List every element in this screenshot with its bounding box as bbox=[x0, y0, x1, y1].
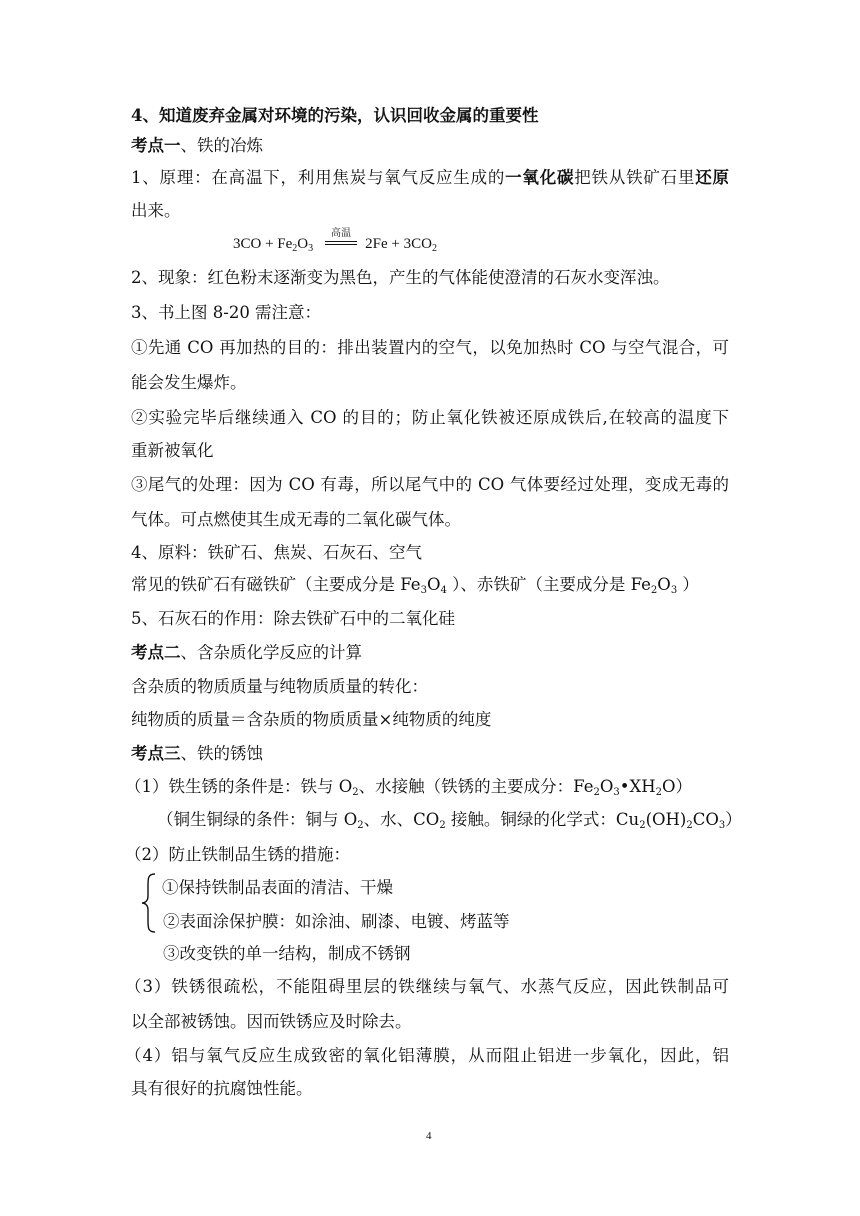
prevention-heading: （2）防止铁制品生锈的措施： bbox=[125, 845, 350, 864]
note-1-line-1: ①先通 CO 再加热的目的：排出装置内的空气，以免加热时 CO 与空气混合，可 bbox=[131, 338, 729, 357]
point-three-title: 、铁的锈蚀 bbox=[180, 744, 263, 763]
measure-3: ③改变铁的单一结构，制成不锈钢 bbox=[163, 944, 411, 963]
section-heading: 4、知道废弃金属对环境的污染，认识回收金属的重要性 bbox=[131, 106, 539, 125]
impurity-line-2: 纯物质的质量＝含杂质的物质质量×纯物质的纯度 bbox=[131, 710, 492, 729]
point-two-label: 考点二 bbox=[131, 643, 181, 662]
equation-left: $3CO + Fe_2O_3$ bbox=[233, 236, 314, 254]
notes-heading: 3、书上图 8-20 需注意： bbox=[131, 303, 322, 322]
principle-co-bold: 一氧化碳 bbox=[505, 168, 575, 187]
impurity-line-1: 含杂质的物质质量与纯物质质量的转化： bbox=[131, 677, 428, 696]
point-one-heading bbox=[131, 136, 263, 156]
iron-ore-line: 常见的铁矿石有磁铁矿（主要成分是 $Fe_3O_4$ ）、赤铁矿（主要成分是 $Fe_2O_3$ ） bbox=[131, 575, 699, 596]
equation-condition-text: 高温 bbox=[331, 228, 351, 239]
equation-right: $2Fe + 3CO_2$ bbox=[365, 236, 437, 254]
note-1-line-2: 能会发生爆炸。 bbox=[131, 373, 247, 392]
page-number: 4 bbox=[426, 1130, 432, 1142]
point-three-heading bbox=[131, 744, 263, 764]
principle-reduce-bold: 还原 bbox=[695, 168, 730, 187]
rust-loose-line-2: 以全部被锈蚀。因而铁锈应及时除去。 bbox=[131, 1012, 412, 1031]
principle-text-a: 1、原理：在高温下，利用焦炭与氧气反应生成的 bbox=[131, 168, 506, 187]
limestone-line: 5、石灰石的作用：除去铁矿石中的二氧化硅 bbox=[131, 609, 455, 628]
copper-rust-line: （铜生铜绿的条件：铜与 $O_2$、水、$CO_2$ 接触。铜绿的化学式：$Cu_2(OH)_2CO_3$） bbox=[157, 810, 742, 831]
point-one-title: 、铁的冶炼 bbox=[180, 136, 263, 155]
principle-line-1 bbox=[131, 168, 729, 188]
point-two-title: 、含杂质化学反应的计算 bbox=[180, 643, 362, 662]
point-three-label: 考点三 bbox=[131, 744, 181, 763]
aluminum-line-1: （4）铝与氧气反应生成致密的氧化铝薄膜，从而阻止铝进一步氧化，因此，铝 bbox=[125, 1046, 729, 1065]
note-3-line-2: 气体。可点燃使其生成无毒的二氧化碳气体。 bbox=[131, 510, 461, 529]
measure-2: ②表面涂保护膜：如涂油、刷漆、电镀、烤蓝等 bbox=[163, 912, 510, 931]
measure-1: ①保持铁制品表面的清洁、干燥 bbox=[162, 878, 393, 897]
rust-loose-line-1: （3）铁锈很疏松，不能阻碍里层的铁继续与氧气、水蒸气反应，因此铁制品可 bbox=[125, 977, 729, 996]
point-two-heading bbox=[131, 643, 362, 663]
point-one-label: 考点一 bbox=[131, 136, 181, 155]
note-2-line-2: 重新被氧化 bbox=[131, 441, 214, 460]
left-brace-icon bbox=[139, 872, 159, 934]
note-3-line-1: ③尾气的处理：因为 CO 有毒，所以尾气中的 CO 气体要经过处理，变成无毒的 bbox=[131, 475, 729, 494]
principle-line-2: 出来。 bbox=[131, 201, 181, 220]
phenomenon-line: 2、现象：红色粉末逐渐变为黑色，产生的气体能使澄清的石灰水变浑浊。 bbox=[131, 268, 670, 287]
principle-text-c: 把铁从铁矿石里 bbox=[574, 168, 696, 187]
aluminum-line-2: 具有很好的抗腐蚀性能。 bbox=[131, 1079, 313, 1098]
rust-condition-line: （1）铁生锈的条件是：铁与 $O_2$、水接触（铁锈的主要成分：$Fe_2O_3•XH_2O$） bbox=[125, 777, 693, 798]
equation-condition bbox=[325, 228, 357, 245]
materials-line: 4、原料：铁矿石、焦炭、石灰石、空气 bbox=[131, 543, 422, 562]
note-2-line-1: ②实验完毕后继续通入 CO 的目的；防止氧化铁被还原成铁后,在较高的温度下 bbox=[131, 408, 729, 427]
